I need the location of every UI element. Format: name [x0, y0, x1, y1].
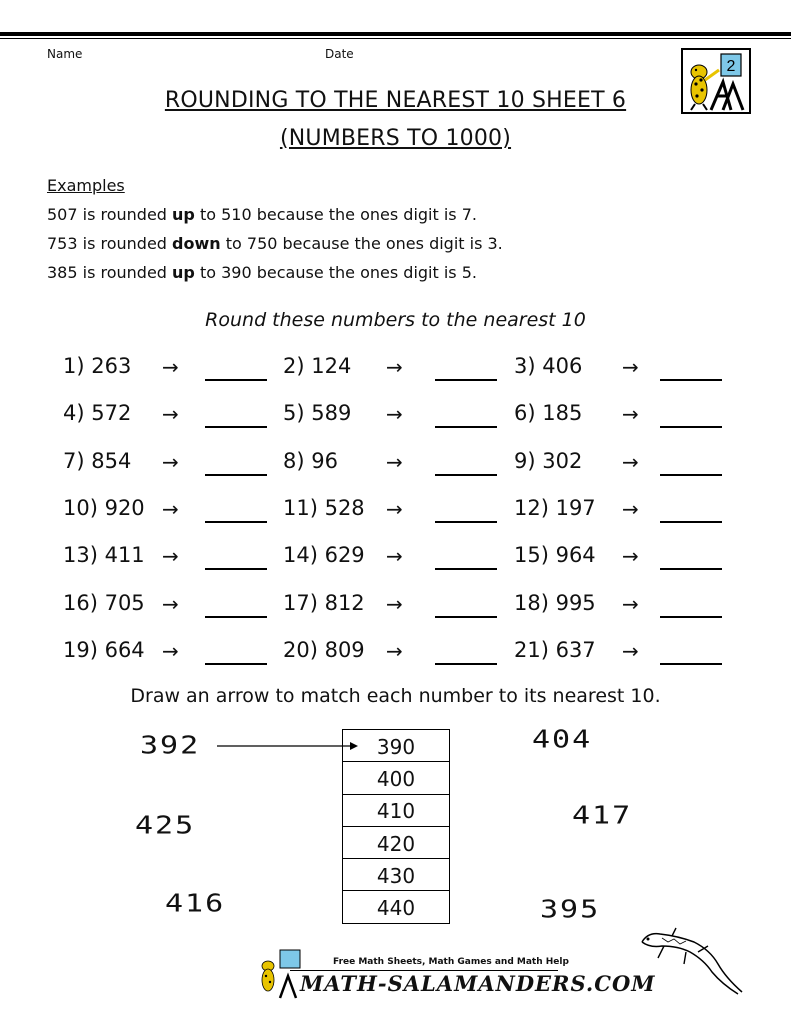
question-label: 7) 854 [63, 448, 132, 473]
arrow-icon: → [386, 496, 403, 521]
footer-brand: MATH-SALAMANDERS.COM [300, 971, 656, 996]
target-cell: 400 [343, 762, 450, 794]
question-label: 15) 964 [514, 543, 596, 568]
question-label: 4) 572 [63, 401, 132, 426]
question-label: 13) 411 [63, 543, 145, 568]
match-number-left-1: 392 [140, 731, 201, 760]
question-label: 10) 920 [63, 495, 145, 520]
arrow-icon: → [622, 638, 639, 663]
page-title: ROUNDING TO THE NEAREST 10 SHEET 6 [164, 88, 627, 113]
question-label: 9) 302 [514, 448, 583, 473]
question-label: 8) 96 [283, 448, 338, 473]
question-label: 14) 629 [283, 543, 365, 568]
arrow-icon: → [622, 544, 639, 569]
example-2: 753 is rounded down to 750 because the ones digit is 3. [47, 234, 503, 253]
target-cell: 390 [343, 730, 450, 762]
name-label: Name [47, 47, 83, 61]
question-label: 5) 589 [283, 401, 352, 426]
page-subtitle: (NUMBERS TO 1000) [279, 126, 512, 151]
arrow-icon: → [386, 402, 403, 427]
arrow-icon: → [162, 638, 179, 663]
example-1: 507 is rounded up to 510 because the ones digit is 7. [47, 205, 477, 224]
arrow-icon: → [386, 355, 403, 379]
question-label: 17) 812 [283, 590, 365, 615]
examples-heading: Examples [47, 176, 125, 195]
question-label: 12) 197 [514, 495, 596, 520]
question-label: 3) 406 [514, 354, 583, 378]
arrow-icon: → [162, 544, 179, 569]
question-label: 18) 995 [514, 590, 596, 615]
grade-number: 2 [726, 58, 736, 75]
arrow-icon: → [162, 355, 179, 379]
question-label: 2) 124 [283, 354, 352, 378]
target-cell: 420 [343, 826, 450, 858]
question-label: 20) 809 [283, 637, 365, 662]
match-number-left-2: 425 [135, 811, 196, 840]
arrow-icon: → [622, 355, 639, 379]
question-label: 6) 185 [514, 401, 583, 426]
arrow-icon: → [162, 449, 179, 474]
question-label: 16) 705 [63, 590, 145, 615]
footer-tagline: Free Math Sheets, Math Games and Math Help [333, 957, 569, 967]
match-number-right-3: 395 [540, 895, 601, 924]
question-label: 11) 528 [283, 495, 365, 520]
match-number-right-2: 417 [572, 801, 633, 830]
arrow-icon: → [386, 638, 403, 663]
math-salamanders-logo-icon [258, 948, 304, 1000]
match-number-right-1: 404 [532, 725, 593, 754]
arrow-icon: → [386, 544, 403, 569]
question-label: 1) 263 [63, 354, 132, 378]
arrow-icon: → [162, 496, 179, 521]
arrow-icon: → [162, 402, 179, 427]
date-label: Date [325, 47, 354, 61]
arrow-icon: → [386, 449, 403, 474]
arrow-icon: → [162, 591, 179, 616]
arrow-icon: → [386, 591, 403, 616]
arrow-icon: → [622, 449, 639, 474]
match-number-left-3: 416 [165, 889, 226, 918]
question-label: 21) 637 [514, 637, 596, 662]
arrow-icon: → [622, 496, 639, 521]
target-cell: 440 [343, 891, 450, 923]
example-3: 385 is rounded up to 390 because the ones digit is 5. [47, 263, 477, 282]
arrow-icon: → [622, 591, 639, 616]
matching-instruction: Draw an arrow to match each number to its nearest 10. [130, 685, 661, 707]
target-cell: 410 [343, 794, 450, 826]
arrow-icon: → [622, 402, 639, 427]
target-cell: 430 [343, 859, 450, 891]
rounding-instruction: Round these numbers to the nearest 10 [205, 309, 586, 331]
question-label: 19) 664 [63, 637, 145, 662]
nearest-ten-table [342, 729, 450, 924]
